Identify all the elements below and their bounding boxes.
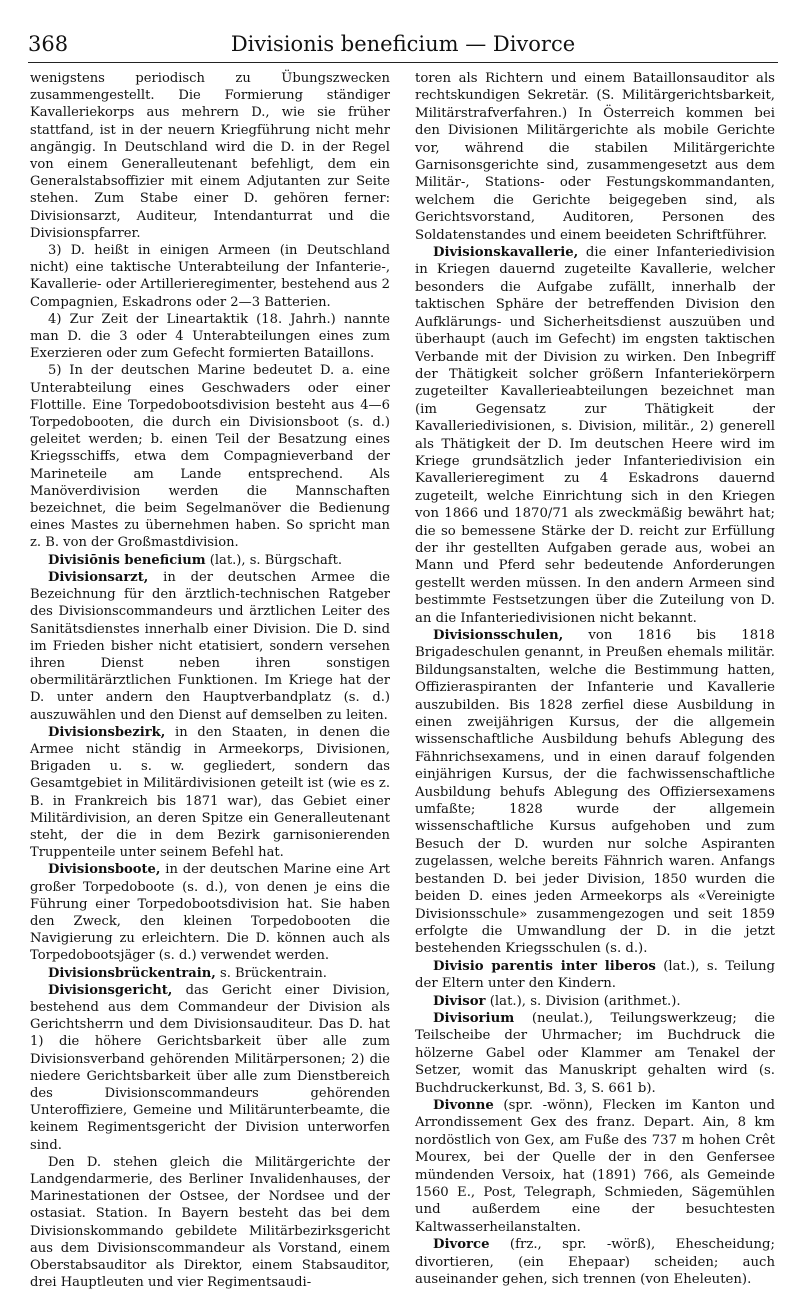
entry-headword: Divisionsbrückentrain, [48,965,216,981]
dictionary-entry [30,861,390,964]
dictionary-entry [30,982,390,1154]
paragraph: 5) In der deutschen Marine bedeutet D. a. eine Unterabteilung eines Geschwaders oder einer Flottille. Eine Torpedobootsdivision besteht aus 4—6 Torpedobooten, die durch ein Divisionsboot (s. d.) geleitet werden; b. einen Teil der Besatzung eines Kriegsschiffs, etwa dem Compagnieverband der Marineteile am Lande entsprechend. Als Manöverdivision werden die Mannschaften bezeichnet, die beim Segelmanöver die Bedienung eines Mastes zu übernehmen haben. So spricht man z. B. von der Großmastdivision. [30,363,390,551]
dictionary-entry [415,958,775,993]
left-column [30,70,390,1291]
dictionary-entry [415,1236,775,1288]
dictionary-entry [415,627,775,958]
entry-headword: Divisiōnis beneficium [48,552,206,568]
entry-headword: Divisionsgericht, [48,982,173,998]
entry-headword: Divisionsboote, [48,862,161,878]
dictionary-entry [30,724,390,862]
entry-text: (spr. -wönn), Flecken im Kanton und Arrondissement Gex des franz. Depart. Ain, 8 km nordöstlich von Gex, am Fuße des 737 m hohen Crêt Mourex, bei der Quelle der in den Genfersee mündenden Versoix, hat (1891) 766, als Gemeinde 1560 E., Post, Telegraph, Schmieden, Sägemühlen und außerdem eine der besuchtesten Kaltwasserheilanstalten. [415,1097,775,1235]
continued-text: toren als Richtern und einem Bataillonsauditor als rechtskundigen Sekretär. (S. Militärgerichtsbarkeit, Militärstrafverfahren.) In Österreich kommen bei den Divisionen Militärgerichte als mobile Gerichte vor, während die stabilen Militärgerichte Garnisonsgerichte sind, zusammengesetzt aus dem Militär-, Stations- oder Festungskommandanten, welchem die Gerichte beigegeben sind, als Gerichtsvorstand, Auditoren, Personen des Soldatenstandes und einem beeideten Schriftführer. [415,71,775,243]
running-title: Divisionis beneficium — Divorce [230,32,576,56]
entry-headword: Divisorium [433,1010,515,1026]
entry-headword: Divorce [433,1237,490,1253]
entry-text: (frz., spr. -wörß), Ehescheidung; divortieren, (ein Ehepaar) scheiden; auch auseinander gehen, sich trennen (von Eheleuten). [415,1237,775,1288]
entry-text: (neulat.), Teilungswerkzeug; die Teilscheibe der Uhrmacher; im Buchdruck die hölzerne Gabel oder Klammer am Tenakel der Setzer, womit das Manuskript gehalten wird (s. Buchdruckerkunst, Bd. 3, S. 661 b). [415,1010,775,1096]
entry-text: das Gericht einer Division, bestehend aus dem Commandeur der Division als Gerichtsherrn und dem Divisionsauditeur. Das D. hat 1) die höhere Gerichtsbarkeit über alle zum Divisionsverband gehörenden Militärpersonen; 2) die niedere Gerichtsbarkeit über alle zum Dienstbereich des Divisionscommandeurs gehörenden Unteroffiziere, Gemeine und Militärunterbeamte, die keinem Regimentsgericht der Division unterworfen sind. [30,982,390,1153]
entry-text: in der deutschen Armee die Bezeichnung für den ärztlich-technischen Ratgeber des Divisionscommandeurs und ärztlichen Leiter des Sanitätsdienstes innerhalb einer Division. Die D. sind im Frieden bisher nicht etatisiert, sondern versehen ihren Dienst neben ihren sonstigen obermilitärärztlichen Funktionen. Im Kriege hat der D. unter andern den Hauptverbandplatz (s. d.) auszuwählen und den Dienst auf demselben zu leiten. [30,569,390,723]
entry-text: die einer Infanteriedivision in Kriegen dauernd zugeteilte Kavallerie, welcher besonders die Aufgabe zufällt, innerhalb der taktischen Sphäre der betreffenden Division den Aufklärungs- und Sicherheitsdienst auszuüben und überhaupt (auch im Gefecht) im engsten taktischen Verbande mit der Division zu wirken. Den Inbegriff der Thätigkeit solcher größern Infanteriekörpern zugeteilter Kavallerieabteilungen bezeichnet man (im Gegensatz zur Thätigkeit der Kavalleriedivisionen, s. Division, militär., 2) generell als Thätigkeit der D. Im deutschen Heere wird im Kriege grundsätzlich jeder Infanteriedivision ein Kavallerieregiment zu 4 Eskadrons dauernd zugeteilt, welche Einrichtung sich in den Kriegen von 1866 und 1870/71 als zweckmäßig bewährt hat; die so bemessene Stärke der D. reicht zur Erfüllung der ihr gestellten Aufgaben gerade aus, wobei an Mann und Pferd sehr bedeutende Anforderungen gestellt werden müssen. In den andern Armeen sind bestimmte Festsetzungen über die Zuteilung von D. an die Infanteriedivisionen nicht bekannt. [415,245,775,626]
dictionary-entry [30,965,390,982]
entry-headword: Divisionsarzt, [48,569,149,585]
entry-text: (lat.), s. Bürgschaft. [205,552,343,568]
entry-headword: Divisionskavallerie, [433,245,579,261]
paragraph: Den D. stehen gleich die Militärgerichte der Landgendarmerie, des Berliner Invalidenhauses, der Marinestationen der Ostsee, der Nordsee und der ostasiat. Station. In Bayern besteht das bei dem Divisionskommando gebildete Militärbezirksgericht aus dem Divisionscommandeur als Vorstand, einem Oberstabsauditor als Direktor, einem Stabsauditor, drei Hauptleuten und vier Regimentsaudi- [30,1154,390,1291]
entry-headword: Divisio parentis inter liberos [433,958,656,974]
entry-headword: Divisor [433,993,486,1009]
page-header [28,30,778,63]
dictionary-entry [415,1010,775,1097]
entry-headword: Divonne [433,1097,494,1113]
dictionary-entry [30,552,390,569]
entry-headword: Divisionsbezirk, [48,724,166,740]
entry-headword: Divisionsschulen, [433,628,564,643]
entry-text: von 1816 bis 1818 Brigadeschulen genannt, in Preußen ehemals militär. Bildungsanstalten, welche die Bestimmung hatten, Offizieraspiranten der Infanterie und Kavallerie auszubilden. Bis 1828 zerfiel diese Ausbildung in einen zweijährigen Kursus, der die allgemein wissenschaftliche Ausbildung behufs Ablegung des Fähnrichsexamens, und in einen darauf folgenden einjährigen Kursus, der die fachwissenschaftliche Ausbildung behufs Ablegung des Offiziersexamens umfaßte; 1828 wurde der allgemein wissenschaftliche Kursus aufgehoben und zum Besuch der D. wurden nur solche Aspiranten zugelassen, welche bereits Fähnrich waren. Anfangs bestanden D. bei jeder Division, 1850 wurden die beiden D. eines jeden Armeekorps als «Vereinigte Divisionsschule» zusammengezogen und seit 1859 erfolgte die Umwandlung der D. in die jetzt bestehenden Kriegsschulen (s. d.). [415,628,775,957]
entry-text: s. Brückentrain. [215,965,327,981]
entry-text: in den Staaten, in denen die Armee nicht ständig in Armeekorps, Divisionen, Brigaden u. s. w. gegliedert, sondern das Gesamtgebiet in Militärdivisionen geteilt ist (wie es z. B. in Frankreich bis 1871 war), das Gebiet einer Militärdivision, an deren Spitze ein Generalleutenant steht, der die in dem Bezirk garnisonierenden Truppenteile unter seinem Befehl hat. [30,724,390,861]
dictionary-entry [415,244,775,627]
continued-text: wenigstens periodisch zu Übungszwecken zusammengestellt. Die Formierung ständiger Kavalleriekorps aus mehrern D., wie sie früher stattfand, ist in der neuern Kriegführung nicht mehr angängig. In Deutschland wird die D. in der Regel von einem Generalleutenant befehligt, dem ein Generalstabsoffizier mit einem Adjutanten zur Seite stehen. Zum Stabe einer D. gehören ferner: Divisionsarzt, Auditeur, Intendanturrat und die Divisionspfarrer. [30,71,390,241]
entry-text: (lat.), s. Division (arithmet.). [485,993,681,1009]
dictionary-entry [30,569,390,724]
entry-text: in der deutschen Marine eine Art großer Torpedoboote (s. d.), von denen je eins die Führung einer Torpedobootsdivision hat. Sie haben den Zweck, den kleinen Torpedobooten die Navigierung zu erleichtern. Die D. können auch als Torpedobootsjäger (s. d.) verwendet werden. [30,862,390,964]
paragraph: 3) D. heißt in einigen Armeen (in Deutschland nicht) eine taktische Unterabteilung der Infanterie-, Kavallerie- oder Artillerieregimenter, bestehend aus 2 Compagnien, Eskadrons oder 2—3 Batterien. [30,243,390,310]
paragraph: 4) Zur Zeit der Lineartaktik (18. Jahrh.) nannte man D. die 3 oder 4 Unterabteilungen eines zum Exerzieren oder zum Gefecht formierten Bataillons. [30,311,390,362]
dictionary-entry [415,1097,775,1236]
entry-text: (lat.), s. Teilung der Eltern unter den Kindern. [415,958,775,992]
dictionary-entry [415,993,775,1010]
right-column [415,70,775,1288]
page-number: 368 [28,32,69,56]
